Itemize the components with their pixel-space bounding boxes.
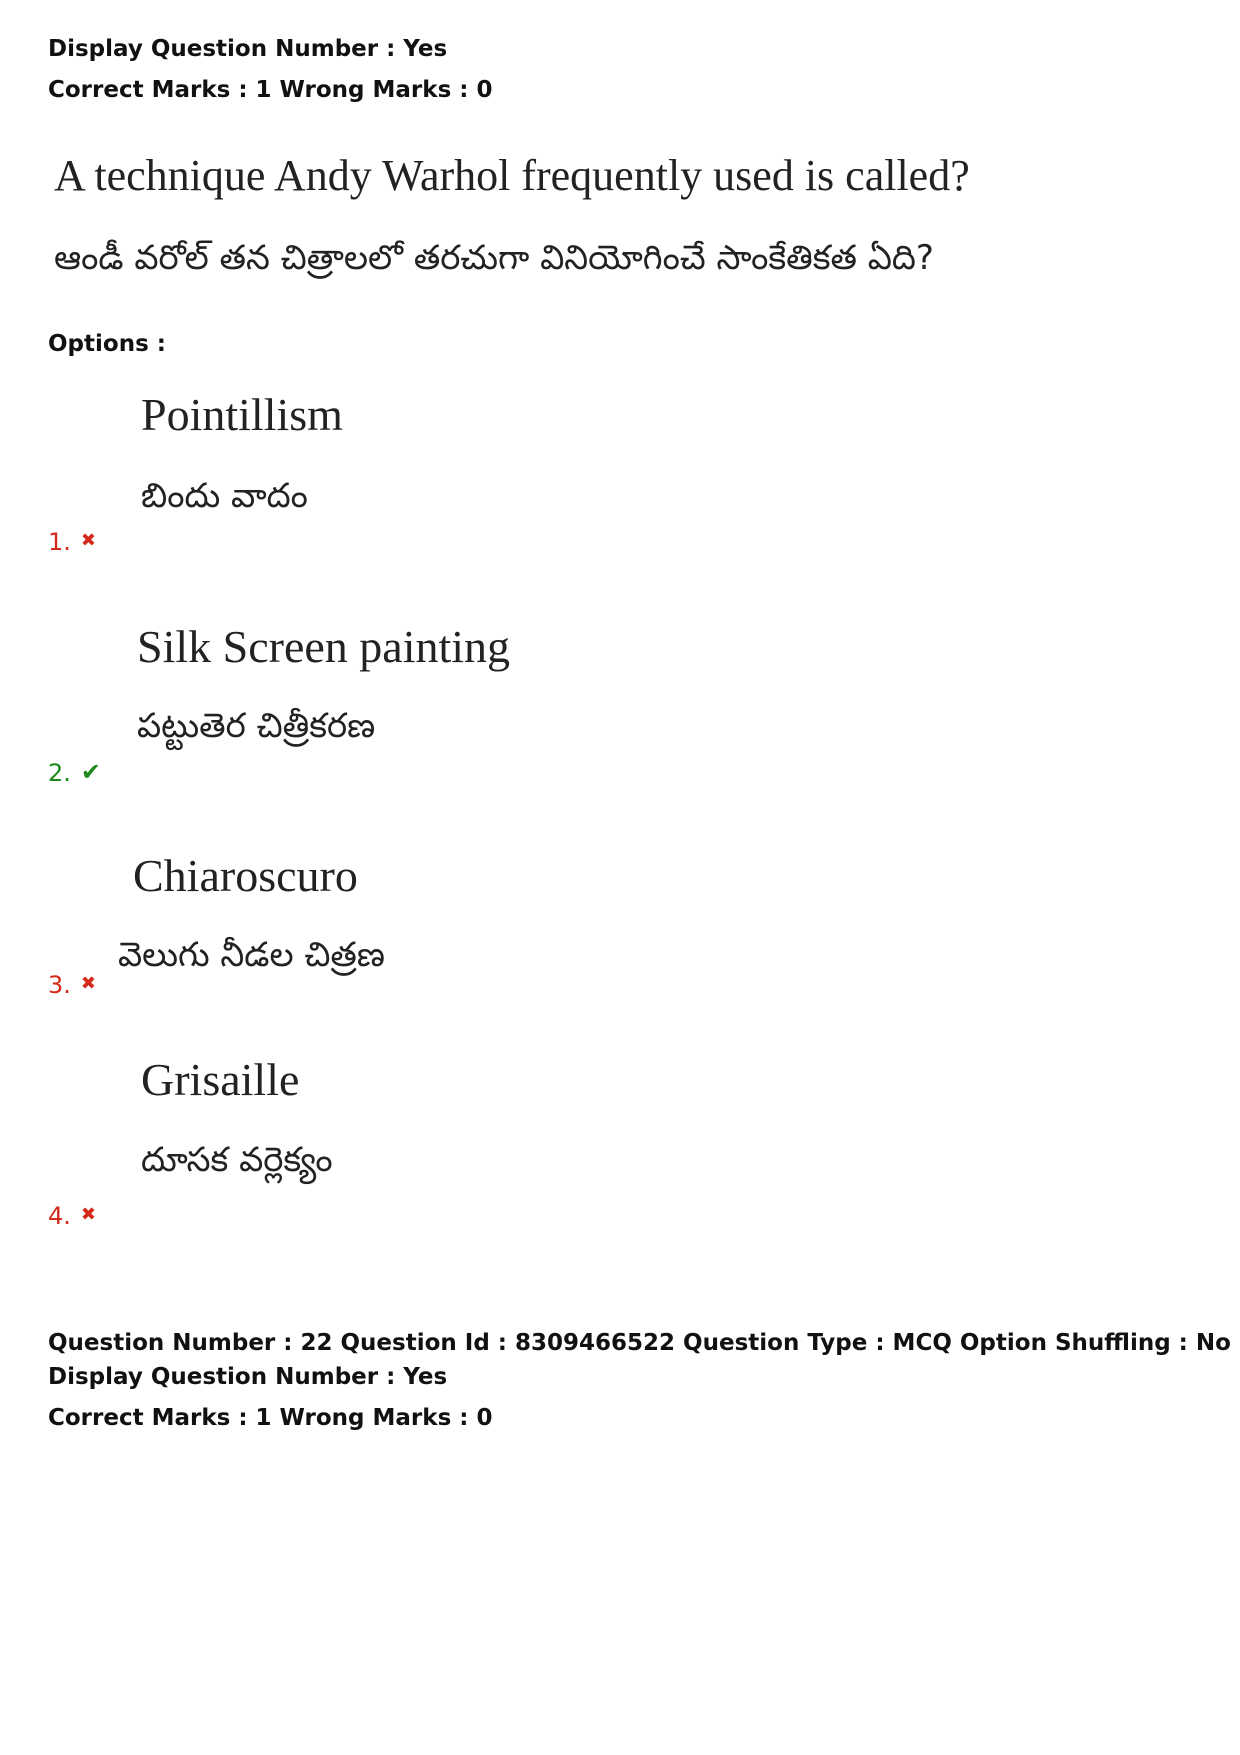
question-text-telugu: ఆండీ వరోల్ తన చిత్రాలలో తరచుగా వినియోగించే సాంకేతికత ఏది? bbox=[54, 238, 934, 278]
option-3-telugu: వెలుగు నీడల చిత్రణ bbox=[118, 935, 385, 975]
option-number-label: 3. bbox=[48, 971, 71, 999]
option-4-telugu: దూసక వర్లెక్యం bbox=[141, 1140, 333, 1180]
options-label: Options : bbox=[48, 331, 166, 357]
option-2-telugu: పట్టుతెర చిత్రీకరణ bbox=[137, 706, 376, 746]
option-1-telugu: బిందు వాదం bbox=[141, 476, 308, 516]
next-question-meta-line1: Question Number : 22 Question Id : 8309466522 Question Type : MCQ Option Shuffling : No bbox=[48, 1330, 1231, 1356]
option-2-english: Silk Screen painting bbox=[137, 621, 511, 672]
wrong-mark-icon: ✖ bbox=[80, 1204, 96, 1225]
check-mark-icon: ✔ bbox=[80, 758, 102, 786]
question-text-english: A technique Andy Warhol frequently used is called? bbox=[54, 151, 970, 200]
option-number-label: 2. bbox=[48, 759, 71, 787]
option-number-label: 4. bbox=[48, 1202, 71, 1230]
option-number-label: 1. bbox=[48, 528, 71, 556]
next-question-meta-display: Display Question Number : Yes bbox=[48, 1364, 448, 1390]
next-question-meta-marks: Correct Marks : 1 Wrong Marks : 0 bbox=[48, 1405, 493, 1431]
option-4-number bbox=[48, 1202, 96, 1230]
option-1-english: Pointillism bbox=[141, 389, 343, 440]
option-4-english: Grisaille bbox=[141, 1054, 300, 1105]
wrong-mark-icon: ✖ bbox=[80, 530, 96, 551]
wrong-mark-icon: ✖ bbox=[80, 973, 96, 994]
option-1-number bbox=[48, 528, 96, 556]
option-2-number bbox=[48, 758, 101, 787]
option-3-number bbox=[48, 971, 96, 999]
question-meta-display: Display Question Number : Yes bbox=[48, 36, 448, 62]
question-meta-marks: Correct Marks : 1 Wrong Marks : 0 bbox=[48, 77, 493, 103]
option-3-english: Chiaroscuro bbox=[133, 850, 358, 901]
